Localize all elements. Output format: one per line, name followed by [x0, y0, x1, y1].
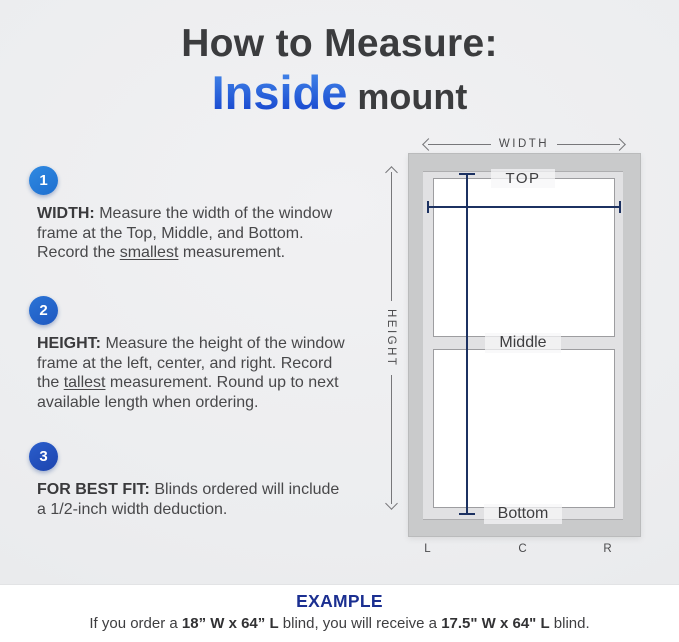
title-line2	[0, 66, 679, 119]
width-arrow	[424, 136, 624, 152]
received-size: 17.5" W x 64" L	[441, 615, 550, 632]
step-text: HEIGHT: Measure the height of the window frame at the left, center, and right. Record the tallest measurement. Round up to next available length when ordering.	[37, 335, 345, 411]
step-best-fit	[29, 442, 359, 519]
width-arrow-label: WIDTH	[498, 138, 550, 150]
ordered-size: 18” W x 64” L	[181, 615, 279, 632]
label-top: TOP	[433, 169, 613, 188]
label-middle: Middle	[433, 333, 613, 353]
example-text: If you order a 18” W x 64” L blind, you will receive a 17.5" W x 64" L blind.	[89, 615, 590, 632]
step-width	[29, 166, 359, 263]
step-number-badge: 2	[29, 296, 58, 325]
mark-right: R	[603, 543, 613, 555]
height-arrow	[383, 168, 399, 508]
step-text: WIDTH: Measure the width of the window frame at the Top, Middle, and Bottom. Record the smallest measurement.	[37, 205, 333, 261]
window-pane-bottom	[433, 349, 615, 508]
step-number-badge: 1	[29, 166, 58, 195]
step-text: FOR BEST FIT: Blinds ordered will include a 1/2-inch width deduction.	[37, 481, 340, 518]
arrowhead-left-icon	[422, 138, 435, 151]
window-pane-top	[433, 178, 615, 337]
step-height	[29, 296, 359, 412]
title-line1: How to Measure:	[181, 22, 498, 65]
title-highlight: Inside	[211, 66, 348, 119]
arrowhead-right-icon	[613, 138, 626, 151]
mark-center: C	[518, 543, 528, 555]
step-number-badge: 3	[29, 442, 58, 471]
height-arrow-label: HEIGHT	[385, 308, 397, 368]
page-title	[0, 22, 679, 119]
example-heading: EXAMPLE	[296, 591, 383, 611]
arrowhead-up-icon	[385, 166, 398, 179]
title-suffix: mount	[357, 76, 468, 117]
horizontal-measure-tick-left	[427, 201, 429, 213]
mark-left: L	[424, 543, 432, 555]
label-bottom: Bottom	[433, 504, 613, 524]
example-footer	[0, 584, 679, 642]
horizontal-measure-line	[427, 206, 621, 208]
arrowhead-down-icon	[385, 497, 398, 510]
horizontal-measure-tick-right	[619, 201, 621, 213]
